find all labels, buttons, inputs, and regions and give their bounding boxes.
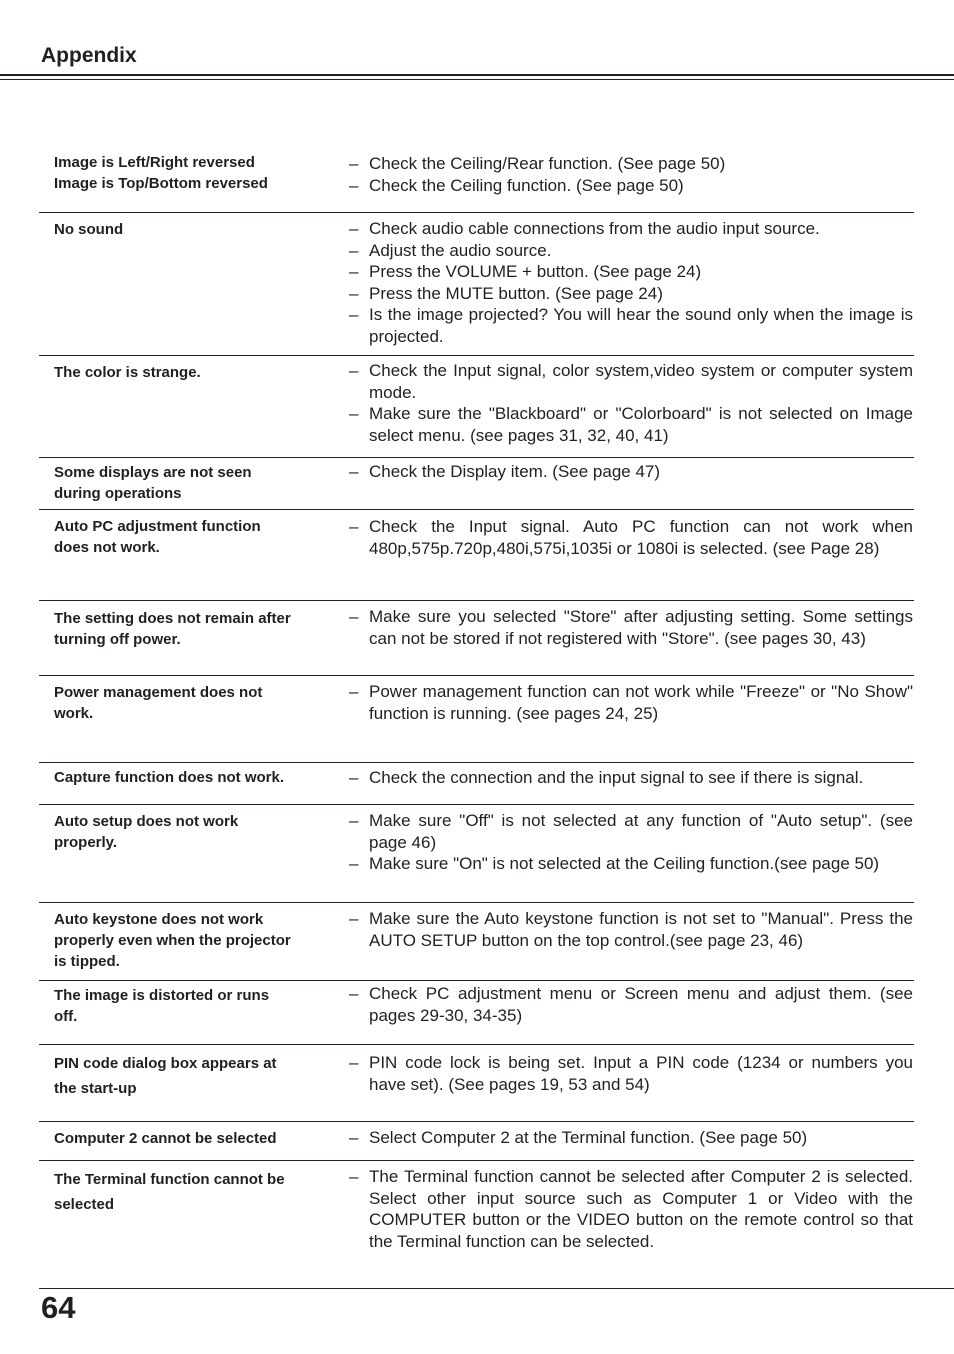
solution-item: – Check the connection and the input signal to see if there is signal. xyxy=(349,767,913,789)
problem-text: Power management does not xyxy=(54,684,263,701)
solution-item: – Select Computer 2 at the Terminal function. (See page 50) xyxy=(349,1127,913,1149)
solution-item: – The Terminal function cannot be selected after Computer 2 is selected. Select other input source such as Computer 1 or Video with the COMPUTER button or the VIDEO button on the remote control so that the Terminal function can be selected. xyxy=(349,1166,913,1252)
problem-text: Auto keystone does not work xyxy=(54,911,264,928)
problem-text: work. xyxy=(54,705,94,722)
table-row xyxy=(39,212,914,355)
table-row xyxy=(39,457,914,509)
solution-item: – Make sure the "Blackboard" or "Colorboard" is not selected on Image select menu. (see pages 31, 32, 40, 41) xyxy=(349,403,913,446)
problem-text: Capture function does not work. xyxy=(54,769,285,786)
problem-text: does not work. xyxy=(54,539,160,556)
solution-item: – Check audio cable connections from the audio input source. xyxy=(349,218,913,240)
solution-item: – Check the Ceiling function. (See page 50) xyxy=(349,175,913,197)
table-row xyxy=(39,1160,914,1285)
solution-list xyxy=(349,767,913,789)
problem-text: Image is Top/Bottom reversed xyxy=(54,175,268,192)
solution-list xyxy=(349,360,913,446)
problem-text: The setting does not remain after xyxy=(54,610,291,627)
solution-list xyxy=(349,153,913,196)
solution-list xyxy=(349,1052,913,1095)
problem-cell xyxy=(54,767,316,788)
problem-text: PIN code dialog box appears at xyxy=(54,1055,277,1072)
solution-item: – Adjust the audio source. xyxy=(349,240,913,262)
table-row xyxy=(39,675,914,762)
solution-list xyxy=(349,681,913,724)
page-number: 64 xyxy=(41,1290,76,1325)
table-row xyxy=(39,600,914,675)
table-row xyxy=(39,509,914,600)
problem-text: turning off power. xyxy=(54,631,181,648)
problem-text: The color is strange. xyxy=(54,364,201,381)
header-rule xyxy=(0,74,954,76)
problem-text: No sound xyxy=(54,221,124,238)
table-row xyxy=(39,902,914,980)
problem-cell xyxy=(54,608,316,650)
problem-text: selected xyxy=(54,1196,115,1213)
solution-list xyxy=(349,516,913,559)
solution-list xyxy=(349,983,913,1026)
solution-item: – Press the MUTE button. (See page 24) xyxy=(349,283,913,305)
solution-list xyxy=(349,1166,913,1252)
page-header-title: Appendix xyxy=(41,44,137,67)
problem-cell xyxy=(54,1051,316,1101)
solution-item: – Make sure "Off" is not selected at any function of "Auto setup". (see page 46) xyxy=(349,810,913,853)
problem-cell xyxy=(54,909,316,972)
problem-text: off. xyxy=(54,1008,78,1025)
problem-text: properly. xyxy=(54,834,118,851)
solution-item: – Make sure the Auto keystone function is not set to "Manual". Press the AUTO SETUP button on the top control.(see page 23, 46) xyxy=(349,908,913,951)
solution-item: – Check the Input signal, color system,video system or computer system mode. xyxy=(349,360,913,403)
problem-cell xyxy=(54,152,316,194)
problem-cell xyxy=(54,219,316,240)
problem-text: The image is distorted or runs xyxy=(54,987,270,1004)
problem-text: properly even when the projector xyxy=(54,932,291,949)
solution-list xyxy=(349,218,913,348)
solution-item: – Check the Input signal. Auto PC function can not work when 480p,575p.720p,480i,575i,1035i or 1080i is selected. (see Page 28) xyxy=(349,516,913,559)
solution-item: – Make sure "On" is not selected at the Ceiling function.(see page 50) xyxy=(349,853,913,875)
solution-item: – Power management function can not work while "Freeze" or "No Show" function is running. (see pages 24, 25) xyxy=(349,681,913,724)
problem-text: is tipped. xyxy=(54,953,120,970)
problem-cell xyxy=(54,1167,316,1217)
table-row xyxy=(39,140,914,212)
table-row xyxy=(39,1044,914,1121)
problem-text: Some displays are not seen xyxy=(54,464,252,481)
problem-text: during operations xyxy=(54,485,182,502)
problem-text: Computer 2 cannot be selected xyxy=(54,1130,277,1147)
solution-item: – Is the image projected? You will hear the sound only when the image is projected. xyxy=(349,304,913,347)
table-row xyxy=(39,804,914,902)
problem-cell xyxy=(54,1128,316,1149)
table-row xyxy=(39,762,914,804)
problem-cell xyxy=(54,682,316,724)
problem-cell xyxy=(54,462,316,504)
table-row xyxy=(39,355,914,457)
problem-cell xyxy=(54,985,316,1027)
problem-text: Auto PC adjustment function xyxy=(54,518,261,535)
footer-rule xyxy=(39,1288,954,1289)
problem-text: the start-up xyxy=(54,1080,137,1097)
problem-cell xyxy=(54,811,316,853)
solution-list xyxy=(349,461,913,483)
problem-cell xyxy=(54,362,316,383)
solution-item: – Press the VOLUME + button. (See page 24) xyxy=(349,261,913,283)
solution-item: – PIN code lock is being set. Input a PIN code (1234 or numbers you have set). (See pages 19, 53 and 54) xyxy=(349,1052,913,1095)
solution-list xyxy=(349,606,913,649)
problem-cell xyxy=(54,516,316,558)
solution-item: – Check the Display item. (See page 47) xyxy=(349,461,913,483)
solution-list xyxy=(349,810,913,875)
solution-list xyxy=(349,908,913,951)
table-row xyxy=(39,980,914,1044)
problem-text: The Terminal function cannot be xyxy=(54,1171,285,1188)
solution-item: – Check PC adjustment menu or Screen menu and adjust them. (see pages 29-30, 34-35) xyxy=(349,983,913,1026)
problem-text: Image is Left/Right reversed xyxy=(54,154,255,171)
solution-list xyxy=(349,1127,913,1149)
problem-text: Auto setup does not work xyxy=(54,813,239,830)
header-rule-thin xyxy=(0,79,954,80)
solution-item: – Make sure you selected "Store" after adjusting setting. Some settings can not be stored if not registered with "Store". (see pages 30, 43) xyxy=(349,606,913,649)
solution-item: – Check the Ceiling/Rear function. (See page 50) xyxy=(349,153,913,175)
table-row xyxy=(39,1121,914,1160)
